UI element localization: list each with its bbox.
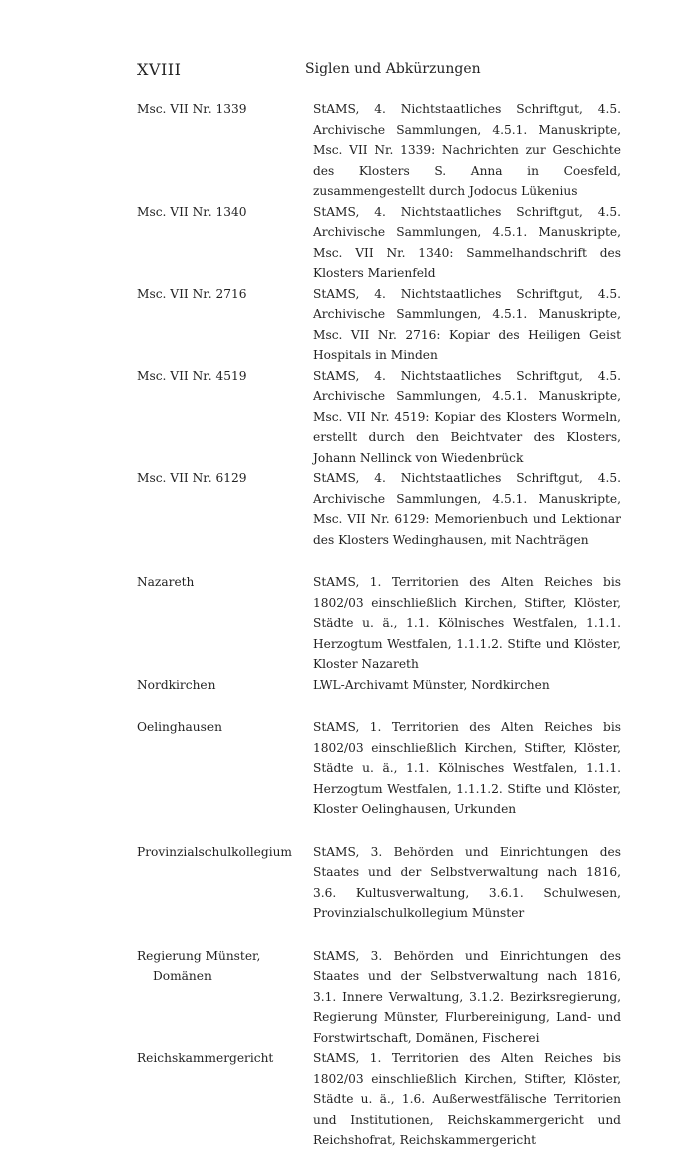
entry-siglum: Nazareth xyxy=(137,575,195,589)
entry-description: StAMS, 3. Behörden und Einrichtungen des Staates und der Selbstverwaltung nach 1816, 3.6. Kultusverwaltung, 3.6.1. Schulwesen, Provinzialschulkollegium Münster xyxy=(313,844,621,920)
abbreviation-entry xyxy=(137,717,621,820)
entry-siglum: Msc. VII Nr. 1339 xyxy=(137,102,247,116)
entry-description: StAMS, 4. Nichtstaatliches Schriftgut, 4.5. Archivische Sammlungen, 4.5.1. Manuskripte, Msc. VII Nr. 6129: Memorienbuch und Lektionar des Klosters Wedinghausen, mit Nachträgen xyxy=(313,471,621,547)
abbreviation-entry xyxy=(137,946,621,1049)
entry-description: StAMS, 4. Nichtstaatliches Schriftgut, 4.5. Archivische Sammlungen, 4.5.1. Manuskripte, Msc. VII Nr. 1340: Sammelhandschrift des Klosters Marienfeld xyxy=(313,204,621,280)
entry-description: StAMS, 4. Nichtstaatliches Schriftgut, 4.5. Archivische Sammlungen, 4.5.1. Manuskripte, Msc. VII Nr. 2716: Kopiar des Heiligen Geist Hospitals in Minden xyxy=(313,286,621,362)
entry-description: StAMS, 1. Territorien des Alten Reiches bis 1802/03 einschließlich Kirchen, Stifter, Klöster, Städte u. ä., 1.1. Kölnisches Westfalen, 1.1.1. Herzogtum Westfalen, 1.1.1.2. Stifte und Klöster, Kloster Nazareth xyxy=(313,575,621,671)
entry-description: StAMS, 1. Territorien des Alten Reiches bis 1802/03 einschließlich Kirchen, Stifter, Klöster, Städte u. ä., 1.1. Kölnisches Westfalen, 1.1.1. Herzogtum Westfalen, 1.1.1.2. Stifte und Klöster, Kloster Oelinghausen, Urkunden xyxy=(313,720,621,816)
entry-siglum: Msc. VII Nr. 4519 xyxy=(137,368,247,383)
abbreviation-entry xyxy=(137,366,621,469)
page-header xyxy=(137,60,617,84)
abbreviation-entry xyxy=(137,842,621,924)
entry-description: LWL-Archivamt Münster, Nordkirchen xyxy=(313,677,550,692)
abbreviation-entry xyxy=(137,468,621,550)
abbreviation-entry xyxy=(137,284,621,366)
abbreviation-entry xyxy=(137,1048,621,1151)
running-title: Siglen und Abkürzungen xyxy=(305,61,481,77)
abbreviation-entry xyxy=(137,675,621,696)
entry-siglum: Msc. VII Nr. 6129 xyxy=(137,471,247,485)
entry-description: StAMS, 4. Nichtstaatliches Schriftgut, 4.5. Archivische Sammlungen, 4.5.1. Manuskripte, Msc. VII Nr. 1339: Nachrichten zur Geschichte des Klosters S. Anna in Coesfeld, zusammengestellt durch Jodocus Lükenius xyxy=(313,102,621,198)
entry-description: StAMS, 3. Behörden und Einrichtungen des Staates und der Selbstverwaltung nach 1816, 3.1. Innere Verwaltung, 3.1.2. Bezirksregierung, Regierung Münster, Flurbereinigung, Land- und Forstwirtschaft, Domänen, Fischerei xyxy=(313,948,621,1045)
entry-siglum: Provinzialschulkollegium xyxy=(137,844,292,859)
page-number: XVIII xyxy=(137,60,182,79)
entry-siglum: Regierung Münster, Domänen xyxy=(137,948,261,983)
entry-siglum: Msc. VII Nr. 2716 xyxy=(137,286,247,301)
entry-description: StAMS, 1. Territorien des Alten Reiches bis 1802/03 einschließlich Kirchen, Stifter, Klöster, Städte u. ä., 1.6. Außerwestfälische Territorien und Institutionen, Reichskammergericht und Reichshofrat, Reichskammergericht xyxy=(313,1051,621,1147)
abbreviation-list xyxy=(137,99,621,1151)
abbreviation-entry xyxy=(137,99,621,202)
entry-description: StAMS, 4. Nichtstaatliches Schriftgut, 4.5. Archivische Sammlungen, 4.5.1. Manuskripte, Msc. VII Nr. 4519: Kopiar des Klosters Wormeln, erstellt durch den Beichtvater des Klosters, Johann Nellinck von Wiedenbrück xyxy=(313,368,621,465)
entry-siglum: Nordkirchen xyxy=(137,677,216,692)
entry-siglum: Oelinghausen xyxy=(137,720,222,734)
entry-siglum: Reichskammergericht xyxy=(137,1051,274,1065)
entry-siglum: Msc. VII Nr. 1340 xyxy=(137,204,247,219)
abbreviation-entry xyxy=(137,202,621,284)
abbreviation-entry xyxy=(137,572,621,675)
